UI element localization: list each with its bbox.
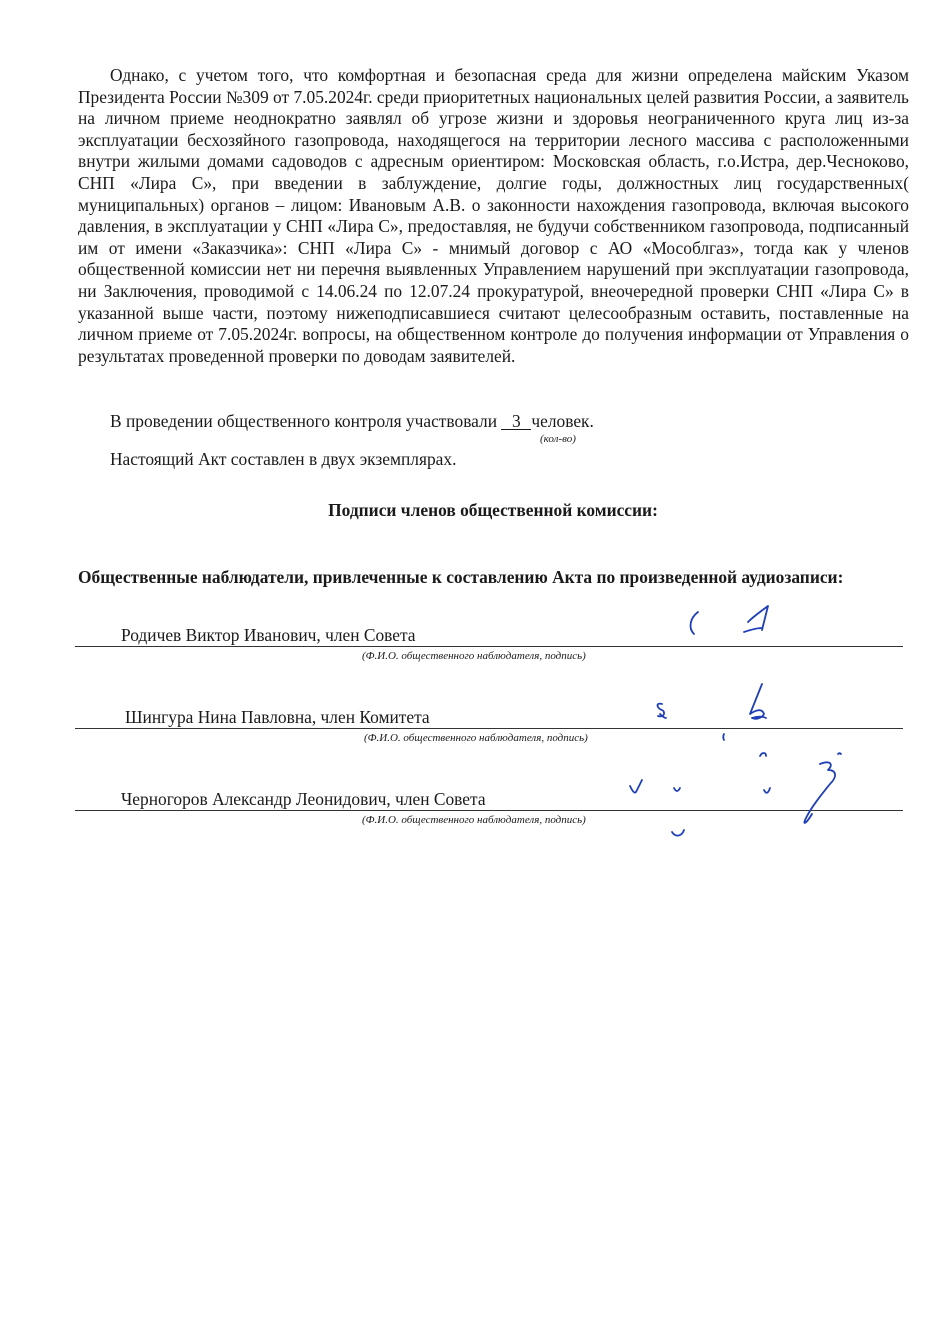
participants-suffix: человек. (531, 411, 594, 431)
commission-signatures-heading: Подписи членов общественной комиссии: (328, 500, 658, 520)
handwritten-signature (680, 608, 790, 648)
participants-count: 3 (501, 413, 531, 430)
participants-count-caption: (кол-во) (540, 433, 576, 445)
signatory-name: Шингура Нина Павловна, член Комитета (125, 707, 430, 727)
signatory-name: Родичев Виктор Иванович, член Совета (121, 625, 416, 645)
participants-line (110, 411, 594, 432)
signatory-caption: (Ф.И.О. общественного наблюдателя, подпись) (362, 814, 586, 826)
handwritten-signature (650, 674, 780, 744)
observers-heading: Общественные наблюдатели, привлеченные к составлению Акта по произведенной аудиозаписи: (78, 567, 844, 587)
body-paragraph: Однако, с учетом того, что комфортная и безопасная среда для жизни определена майским Указом Президента России №309 от 7.05.2024г. среди приоритетных национальных целей развития России, а заявитель на личном приеме неоднократно заявлял об угрозе жизни и здоровья неограниченного круга лиц из-за эксплуатации бесхозяйного газопровода, находящегося на территории лесного массива с расположенными внутри жилыми домами садоводов с адресным ориентиром: Московская область, г.о.Истра, дер.Чесноково, СНП «Лира С», при введении в заблуждение, долгие годы, должностных лиц государственных( муниципальных) органов – лицом: Ивановым А.В. о законности нахождения газопровода, включая высокого давления, в эксплуатации у СНП «Лира С», предоставляя, не будучи собственником газопровода, подписанный им от имени «Заказчика»: СНП «Лира С» - мнимый договор с АО «Мособлгаз», тогда как у членов общественной комиссии нет ни перечня выявленных Управлением нарушений при эксплуатации газопровода, ни Заключения, проводимой с 14.06.24 по 12.07.24 прокуратурой, внеочередной проверки СНП «Лира С» в указанной выше части, поэтому нижеподписавшиеся считают целесообразным оставить, поставленные на личном приеме от 7.05.2024г. вопросы, на общественном контроле до получения информации от Управления о результатах проведенной проверки по доводам заявителей. (78, 65, 909, 366)
signatory-caption: (Ф.И.О. общественного наблюдателя, подпись) (362, 650, 586, 662)
signatory-caption: (Ф.И.О. общественного наблюдателя, подпись) (364, 732, 588, 744)
signatory-name: Черногоров Александр Леонидович, член Совета (121, 789, 486, 809)
participants-prefix: В проведении общественного контроля участвовали (110, 411, 502, 431)
handwritten-signature (610, 750, 860, 850)
copies-statement: Настоящий Акт составлен в двух экземплярах. (110, 449, 457, 469)
